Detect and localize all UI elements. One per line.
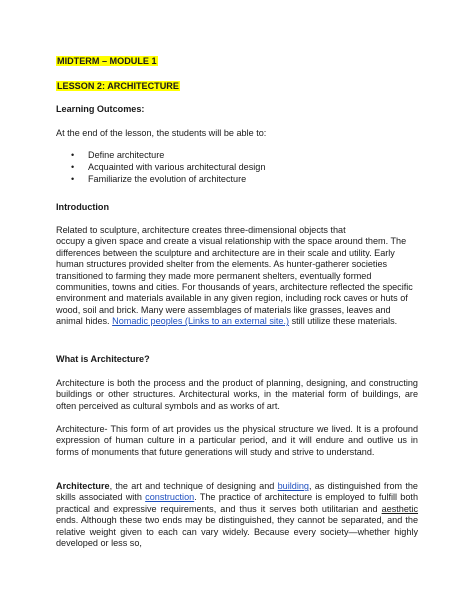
list-item	[56, 150, 418, 162]
list-item-text: Define architecture	[88, 150, 165, 160]
aesthetic-link[interactable]: aesthetic	[381, 503, 419, 514]
list-item	[56, 162, 418, 174]
bullet-icon: •	[71, 150, 75, 160]
architecture-definition-paragraph: Architecture is both the process and the product of planning, designing, and constructing buildings or other structures. Architectural works, in the material form of buildings, are often perceived as cultural symbols and as works of art.	[56, 378, 418, 411]
introduction-paragraph	[56, 225, 418, 328]
list-item-text: Familiarize the evolution of architecture	[88, 174, 247, 185]
module-heading-block	[56, 56, 418, 67]
introduction-text: occupy a given space and create a visual relationship with the space around them. The differences between the sculpture and architecture are in their scale and utility. Early human structures provided shelter from the elements. As hunter-gatherer societies transitioned to farming they made more permanent shelters, eventually formed communities, towns and cities. For thousands of years, architecture reflected the specific environment and materials available in any given region, including rock caves or huts of wood, soil and brick. Many were assemblages of materials like grasses, leaves and animal hides.	[56, 236, 413, 327]
learning-outcomes-intro: At the end of the lesson, the students will be able to:	[56, 128, 267, 138]
bullet-icon: •	[71, 174, 75, 185]
lesson-heading: LESSON 2: ARCHITECTURE	[57, 81, 179, 91]
introduction-body	[56, 236, 418, 327]
introduction-heading: Introduction	[56, 202, 110, 212]
module-heading: MIDTERM – MODULE 1	[57, 56, 157, 66]
paragraph-text: ends. Although these two ends may be distinguished, they cannot be separated, and the relative weight given to each can vary widely. Because every society—whether highly developed or less so,	[56, 515, 418, 549]
learning-outcomes-heading: Learning Outcomes:	[56, 104, 145, 114]
nomadic-peoples-link[interactable]: Nomadic peoples (Links to an external site.)	[112, 316, 290, 327]
list-item	[56, 174, 418, 186]
lesson-heading-block	[56, 81, 418, 92]
building-link[interactable]: building	[277, 481, 309, 491]
introduction-text-end: still utilize these materials.	[291, 316, 398, 327]
architecture-practice-paragraph	[56, 481, 418, 549]
paragraph-text: , as distinguished from the skills associated with	[56, 481, 418, 503]
list-item-text: Acquainted with various architectural design	[88, 162, 266, 173]
architecture-art-form-paragraph: Architecture- This form of art provides us the physical structure we lived. It is a profound expression of human culture in a particular period, and it will endure and outlive us in forms of monuments that future generations will study and strive to understand.	[56, 424, 418, 457]
learning-outcomes-list	[56, 150, 418, 187]
architecture-term: Architecture	[56, 481, 110, 491]
bullet-icon: •	[71, 162, 75, 173]
introduction-first-line: Related to sculpture, architecture creates three-dimensional objects that	[56, 225, 346, 235]
construction-link[interactable]: construction	[145, 492, 195, 503]
paragraph-text: . The practice of architecture is employed to fulfill both practical and expressive requirements, and thus it serves both utilitarian and	[56, 492, 419, 514]
paragraph-text: , the art and technique of designing and	[109, 481, 275, 491]
what-is-architecture-heading: What is Architecture?	[56, 354, 150, 364]
